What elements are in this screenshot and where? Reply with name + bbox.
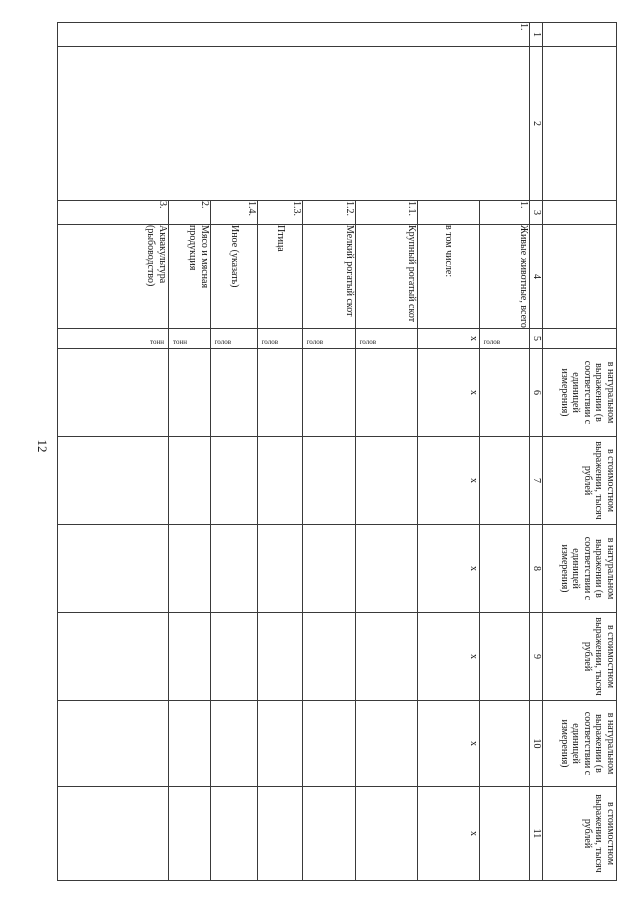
column-number: 6 [530, 349, 543, 437]
header-cell-empty [543, 225, 617, 329]
value-cell [58, 701, 169, 787]
value-cell [211, 349, 258, 437]
value-cell [258, 613, 303, 701]
header-value: в стоимостном выражении, тысяч рублей [543, 437, 617, 525]
value-cell [356, 437, 418, 525]
value-cell [58, 613, 169, 701]
header-cell-empty [543, 329, 617, 349]
unit-label: голов [307, 337, 324, 346]
value-cell [169, 525, 211, 613]
row-name: Аквакультура (рыбоводство) [58, 225, 169, 329]
value-cell [303, 613, 356, 701]
value-cell [211, 437, 258, 525]
header-natural: в натуральном выражении (в соответствии с единицей измерения) [543, 701, 617, 787]
row-unit [356, 329, 418, 349]
value-cell [169, 701, 211, 787]
x-mark: х [418, 701, 480, 787]
header-natural: в натуральном выражении (в соответствии с единицей измерения) [543, 525, 617, 613]
row-unit [258, 329, 303, 349]
unit-label: тонн [150, 337, 164, 346]
column-number: 11 [530, 787, 543, 881]
unit-label: голов [262, 337, 279, 346]
x-mark: х [418, 787, 480, 881]
value-cell [211, 525, 258, 613]
row-code: 3. [58, 201, 169, 225]
column-number: 1 [530, 23, 543, 47]
unit-label: голов [360, 337, 377, 346]
column-number: 8 [530, 525, 543, 613]
column-number: 10 [530, 701, 543, 787]
column-number: 5 [530, 329, 543, 349]
unit-label: голов [215, 337, 232, 346]
row-code [418, 201, 480, 225]
row-code: 1.4. [211, 201, 258, 225]
column-number: 3 [530, 201, 543, 225]
value-cell [303, 787, 356, 881]
value-cell [480, 787, 530, 881]
row-unit [303, 329, 356, 349]
value-cell [58, 437, 169, 525]
data-table [57, 22, 617, 881]
value-cell [211, 613, 258, 701]
rotated-table-container [58, 22, 617, 880]
column-number: 9 [530, 613, 543, 701]
header-natural: в натуральном выражении (в соответствии с единицей измерения) [543, 349, 617, 437]
row-name: Иное (указать) [211, 225, 258, 329]
value-cell [58, 349, 169, 437]
row-name: Мелкий рогатый скот [303, 225, 356, 329]
value-cell [258, 437, 303, 525]
first-col-blank [58, 47, 530, 201]
row-name: Мясо и мясная продукция [169, 225, 211, 329]
x-mark: х [418, 437, 480, 525]
row-name: Птица [258, 225, 303, 329]
x-mark: х [418, 525, 480, 613]
value-cell [169, 349, 211, 437]
value-cell [258, 787, 303, 881]
value-cell [356, 525, 418, 613]
table-row [480, 23, 530, 881]
value-cell [356, 613, 418, 701]
value-cell [211, 701, 258, 787]
column-number-row [530, 23, 543, 881]
value-cell [58, 525, 169, 613]
unit-label: голов [484, 337, 501, 346]
x-mark: х [418, 613, 480, 701]
value-cell [258, 525, 303, 613]
row-code: 1.1. [356, 201, 418, 225]
header-value: в стоимостном выражении, тысяч рублей [543, 613, 617, 701]
value-cell [58, 787, 169, 881]
x-mark: х [418, 329, 480, 349]
header-row [543, 23, 617, 881]
value-cell [480, 701, 530, 787]
unit-label: тонн [173, 337, 187, 346]
first-col-code: 1. [58, 23, 530, 47]
value-cell [303, 525, 356, 613]
value-cell [356, 787, 418, 881]
column-number: 4 [530, 225, 543, 329]
value-cell [356, 701, 418, 787]
row-unit [169, 329, 211, 349]
row-unit [58, 329, 169, 349]
value-cell [480, 349, 530, 437]
row-code: 1.3. [258, 201, 303, 225]
x-mark: х [418, 349, 480, 437]
value-cell [303, 437, 356, 525]
row-unit [480, 329, 530, 349]
value-cell [211, 787, 258, 881]
value-cell [480, 437, 530, 525]
value-cell [480, 525, 530, 613]
header-cell-empty [543, 201, 617, 225]
value-cell [303, 701, 356, 787]
row-unit [211, 329, 258, 349]
value-cell [480, 613, 530, 701]
page-number: 12 [35, 439, 50, 453]
value-cell [258, 349, 303, 437]
row-name: Живые животные, всего [480, 225, 530, 329]
value-cell [303, 349, 356, 437]
column-number: 2 [530, 47, 543, 201]
row-name: в том числе: [418, 225, 480, 329]
header-value: в стоимостном выражении, тысяч рублей [543, 787, 617, 881]
header-cell-empty [543, 23, 617, 47]
row-code: 1. [480, 201, 530, 225]
value-cell [356, 349, 418, 437]
value-cell [258, 701, 303, 787]
row-code: 1.2. [303, 201, 356, 225]
value-cell [169, 437, 211, 525]
value-cell [169, 613, 211, 701]
column-number: 7 [530, 437, 543, 525]
value-cell [169, 787, 211, 881]
row-code: 2. [169, 201, 211, 225]
row-name: Крупный рогатый скот [356, 225, 418, 329]
header-cell-empty [543, 47, 617, 201]
